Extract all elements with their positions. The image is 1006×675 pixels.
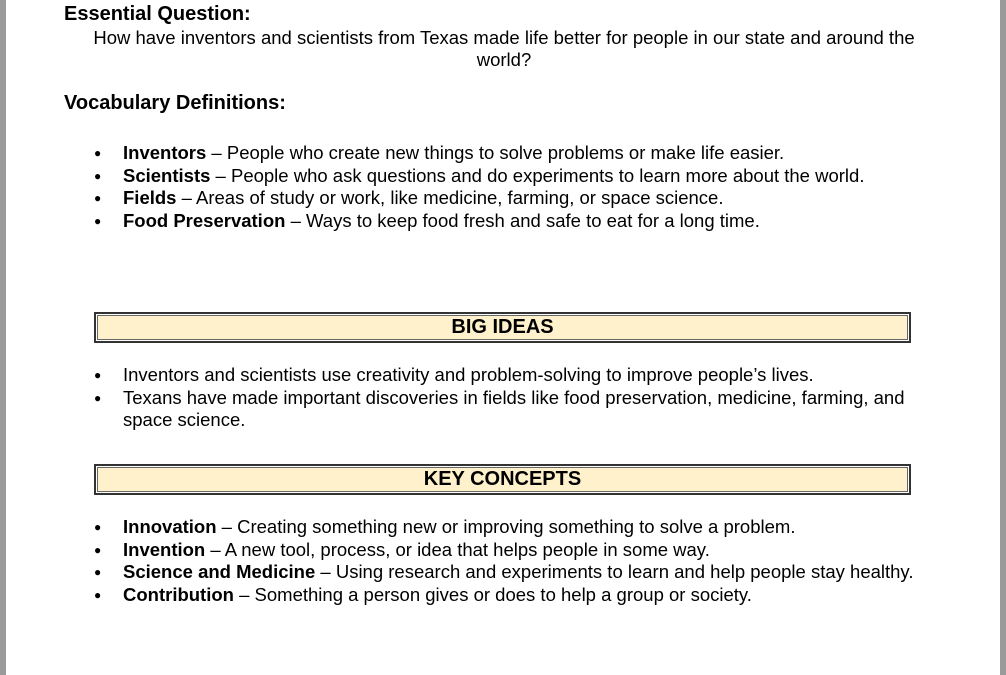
essential-question-heading: Essential Question: [64, 3, 251, 25]
list-item [91, 539, 921, 562]
concept-definition: – A new tool, process, or idea that helps people in some way. [205, 538, 710, 560]
vocabulary-definition: – Areas of study or work, like medicine, farming, or space science. [176, 187, 724, 209]
vocabulary-definition: – Ways to keep food fresh and safe to eat for a long time. [285, 209, 760, 231]
list-item [91, 142, 921, 165]
list-item: ● Inventors and scientists use creativity and problem-solving to improve people’s lives. [91, 364, 921, 387]
essential-question-text: How have inventors and scientists from Texas made life better for people in our state and around the world? [93, 27, 915, 70]
vocabulary-definition: – People who ask questions and do experiments to learn more about the world. [210, 164, 865, 186]
list-item: ● Texans have made important discoveries in fields like food preservation, medicine, farming, and space science. [91, 387, 921, 432]
concept-definition: – Something a person gives or does to help a group or society. [233, 583, 752, 605]
big-ideas-list [91, 364, 921, 432]
list-item [91, 165, 921, 188]
list-item [91, 210, 921, 233]
document-page [6, 0, 1000, 675]
key-concepts-list [91, 516, 921, 606]
concept-term: Invention [123, 538, 206, 560]
list-item [91, 584, 921, 607]
list-item [91, 516, 921, 539]
concept-term: Contribution [123, 583, 234, 605]
key-concepts-banner: KEY CONCEPTS [94, 464, 911, 495]
vocabulary-term: Inventors [123, 142, 207, 163]
concept-definition: – Creating something new or improving something to solve a problem. [216, 516, 796, 537]
vocabulary-definition: – People who create new things to solve problems or make life easier. [206, 142, 785, 163]
vocabulary-list [91, 142, 921, 232]
concept-term: Science and Medicine [123, 561, 316, 583]
concept-term: Innovation [123, 516, 217, 537]
vocabulary-term: Food Preservation [123, 209, 286, 231]
vocabulary-heading: Vocabulary Definitions: [64, 92, 286, 114]
big-ideas-banner: BIG IDEAS [94, 312, 911, 343]
list-item [91, 561, 921, 584]
vocabulary-term: Fields [123, 187, 177, 209]
vocabulary-term: Scientists [123, 164, 211, 186]
concept-definition: – Using research and experiments to learn and help people stay healthy. [315, 561, 914, 583]
list-item [91, 187, 921, 210]
